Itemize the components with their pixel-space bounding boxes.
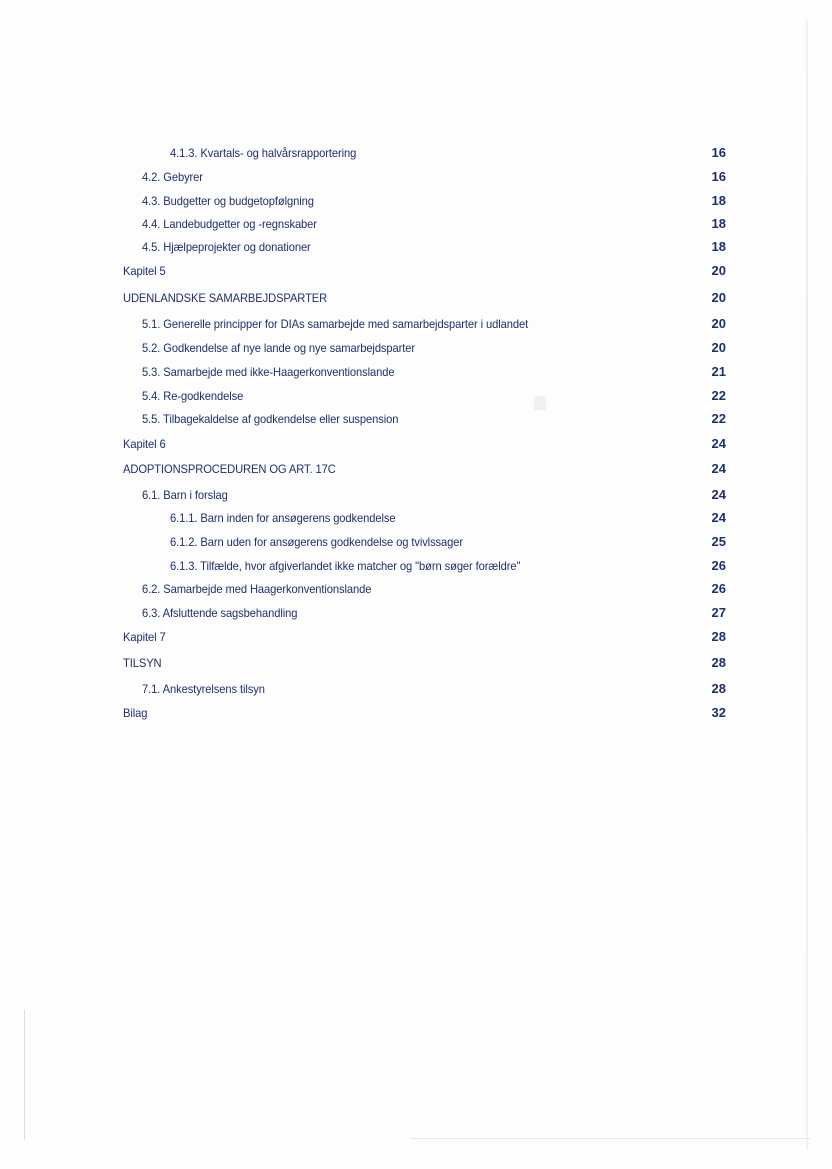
toc-entry-page: 24 (711, 436, 726, 451)
toc-entry-page: 28 (711, 629, 726, 644)
toc-entry[interactable] (0, 653, 832, 673)
toc-entry-page: 24 (711, 487, 726, 502)
toc-entry[interactable] (0, 167, 832, 187)
toc-entry-title: 4.2. Gebyrer (142, 170, 203, 184)
toc-entry[interactable] (0, 603, 832, 623)
scan-edge-bottom (410, 1138, 810, 1139)
toc-entry-title: 6.1. Barn i forslag (142, 488, 228, 502)
toc-entry[interactable] (0, 409, 832, 429)
toc-entry-page: 20 (711, 263, 726, 278)
toc-entry-title: 5.3. Samarbejde med ikke-Haagerkonventionslande (142, 365, 395, 379)
toc-entry[interactable] (0, 459, 832, 479)
toc-entry-title: Kapitel 5 (123, 264, 166, 278)
toc-entry-page: 18 (711, 216, 726, 231)
scan-edge-left (24, 1010, 25, 1140)
toc-entry-title: 4.5. Hjælpeprojekter og donationer (142, 240, 311, 254)
toc-entry-title: 4.1.3. Kvartals- og halvårsrapportering (170, 146, 357, 160)
toc-entry-page: 21 (711, 364, 726, 379)
toc-entry-page: 24 (711, 461, 726, 476)
toc-entry-title: 7.1. Ankestyrelsens tilsyn (142, 682, 265, 696)
toc-entry-page: 28 (711, 655, 726, 670)
toc-entry[interactable] (0, 703, 832, 723)
toc-entry-title: 6.1.2. Barn uden for ansøgerens godkendelse og tvivlssager (170, 535, 464, 549)
toc-entry-title: Kapitel 6 (123, 437, 166, 451)
toc-entry-page: 26 (711, 581, 726, 596)
toc-entry-page: 26 (711, 558, 726, 573)
toc-entry[interactable] (0, 191, 832, 211)
toc-entry[interactable] (0, 362, 832, 382)
toc-entry-title: 4.4. Landebudgetter og -regnskaber (142, 217, 317, 231)
toc-entry-title: ADOPTIONSPROCEDUREN OG ART. 17C (123, 462, 336, 476)
toc-entry-page: 20 (711, 340, 726, 355)
toc-entry[interactable] (0, 214, 832, 234)
toc-entry[interactable] (0, 338, 832, 358)
toc-entry[interactable] (0, 143, 832, 163)
toc-entry-title: 6.1.1. Barn inden for ansøgerens godkendelse (170, 511, 396, 525)
toc-entry-page: 27 (711, 605, 726, 620)
toc-entry[interactable] (0, 261, 832, 281)
toc-entry-page: 22 (711, 388, 726, 403)
toc-entry-title: 6.1.3. Tilfælde, hvor afgiverlandet ikke matcher og "børn søger forældre" (170, 559, 521, 573)
toc-entry-title: TILSYN (123, 656, 162, 670)
toc-entry-page: 20 (711, 316, 726, 331)
toc-entry-page: 18 (711, 239, 726, 254)
toc-entry-page: 25 (711, 534, 726, 549)
toc-entry[interactable] (0, 386, 832, 406)
toc-entry-page: 32 (711, 705, 726, 720)
toc-entry-title: 4.3. Budgetter og budgetopfølgning (142, 194, 314, 208)
toc-entry[interactable] (0, 579, 832, 599)
toc-entry-page: 18 (711, 193, 726, 208)
toc-entry[interactable] (0, 314, 832, 334)
toc-entry[interactable] (0, 679, 832, 699)
toc-entry-title: Bilag (123, 706, 148, 720)
toc-entry[interactable] (0, 508, 832, 528)
toc-entry[interactable] (0, 434, 832, 454)
toc-entry-title: 6.2. Samarbejde med Haagerkonventionslande (142, 582, 372, 596)
toc-entry[interactable] (0, 532, 832, 552)
toc-entry-title: Kapitel 7 (123, 630, 166, 644)
toc-entry-page: 22 (711, 411, 726, 426)
toc-entry[interactable] (0, 627, 832, 647)
toc-entry[interactable] (0, 237, 832, 257)
toc-entry-page: 28 (711, 681, 726, 696)
toc-entry[interactable] (0, 288, 832, 308)
toc-entry-title: 6.3. Afsluttende sagsbehandling (142, 606, 298, 620)
toc-entry-title: 5.2. Godkendelse af nye lande og nye samarbejdsparter (142, 341, 416, 355)
toc-entry-title: 5.1. Generelle principper for DIAs samarbejde med samarbejdsparter i udlandet (142, 317, 529, 331)
toc-entry-page: 20 (711, 290, 726, 305)
toc-entry-title: 5.5. Tilbagekaldelse af godkendelse eller suspension (142, 412, 399, 426)
toc-entry-title: 5.4. Re-godkendelse (142, 389, 244, 403)
toc-entry[interactable] (0, 485, 832, 505)
toc-entry-page: 24 (711, 510, 726, 525)
toc-entry-page: 16 (711, 145, 726, 160)
toc-entry[interactable] (0, 556, 832, 576)
toc-entry-title: UDENLANDSKE SAMARBEJDSPARTER (123, 291, 328, 305)
toc-entry-page: 16 (711, 169, 726, 184)
